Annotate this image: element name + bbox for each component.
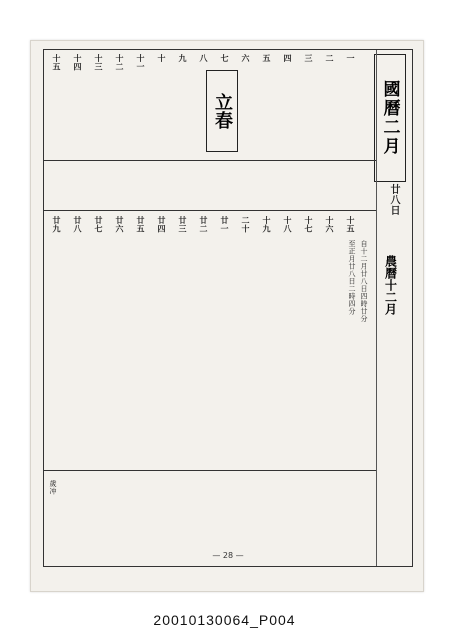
month-title	[374, 54, 406, 182]
gregorian-day: 十四	[73, 54, 83, 71]
gregorian-day: 四	[283, 54, 293, 63]
solar-term-box	[206, 70, 238, 152]
gregorian-day: 一	[346, 54, 356, 63]
footer-note: 歲冲	[49, 480, 57, 495]
lunar-month-title	[380, 230, 402, 340]
row-divider-1	[44, 160, 376, 161]
page-number: — 28 —	[212, 551, 244, 560]
gregorian-day: 五	[262, 54, 272, 63]
lunar-month-title-text: 農曆十二月	[383, 255, 398, 315]
gregorian-day: 十二	[115, 54, 125, 71]
month-title-text: 國曆二月	[379, 80, 400, 156]
calendar-grid	[43, 49, 413, 567]
gregorian-day: 十一	[136, 54, 146, 71]
gregorian-day: 十五	[52, 54, 62, 71]
lunar-day: 廿四	[157, 216, 167, 233]
hours-note: 至正月廿八日二時四分	[348, 240, 356, 315]
gregorian-day: 三	[304, 54, 314, 63]
lunar-day: 廿六	[115, 216, 125, 233]
image-caption: 20010130064_P004	[153, 612, 296, 628]
gregorian-day: 十	[157, 54, 167, 63]
lunar-day: 廿一	[220, 216, 230, 233]
lunar-day: 十六	[325, 216, 335, 233]
lunar-day: 廿七	[94, 216, 104, 233]
gregorian-day: 九	[178, 54, 188, 63]
lunar-day: 二十	[241, 216, 251, 233]
almanac-page	[30, 40, 424, 592]
lunar-day: 十九	[262, 216, 272, 233]
gregorian-day: 二	[325, 54, 335, 63]
lunar-day: 十五	[346, 216, 356, 233]
gregorian-day: 十三	[94, 54, 104, 71]
lunar-day: 十七	[304, 216, 314, 233]
lunar-day: 廿五	[136, 216, 146, 233]
moon-note: 自十二月廿八日四時廿分	[360, 240, 368, 323]
gregorian-day: 六	[241, 54, 251, 63]
gregorian-day: 八	[199, 54, 209, 63]
lunar-day: 廿二	[199, 216, 209, 233]
lunar-day: 廿八	[73, 216, 83, 233]
lunar-day: 十八	[283, 216, 293, 233]
days-label: 廿八日	[388, 184, 399, 216]
lunar-day: 廿三	[178, 216, 188, 233]
row-divider-2	[44, 210, 376, 211]
row-divider-3	[44, 470, 376, 471]
column-divider-main	[376, 50, 377, 566]
lunar-day: 廿九	[52, 216, 62, 233]
solar-term-text: 立春	[212, 93, 233, 129]
gregorian-day: 七	[220, 54, 230, 63]
